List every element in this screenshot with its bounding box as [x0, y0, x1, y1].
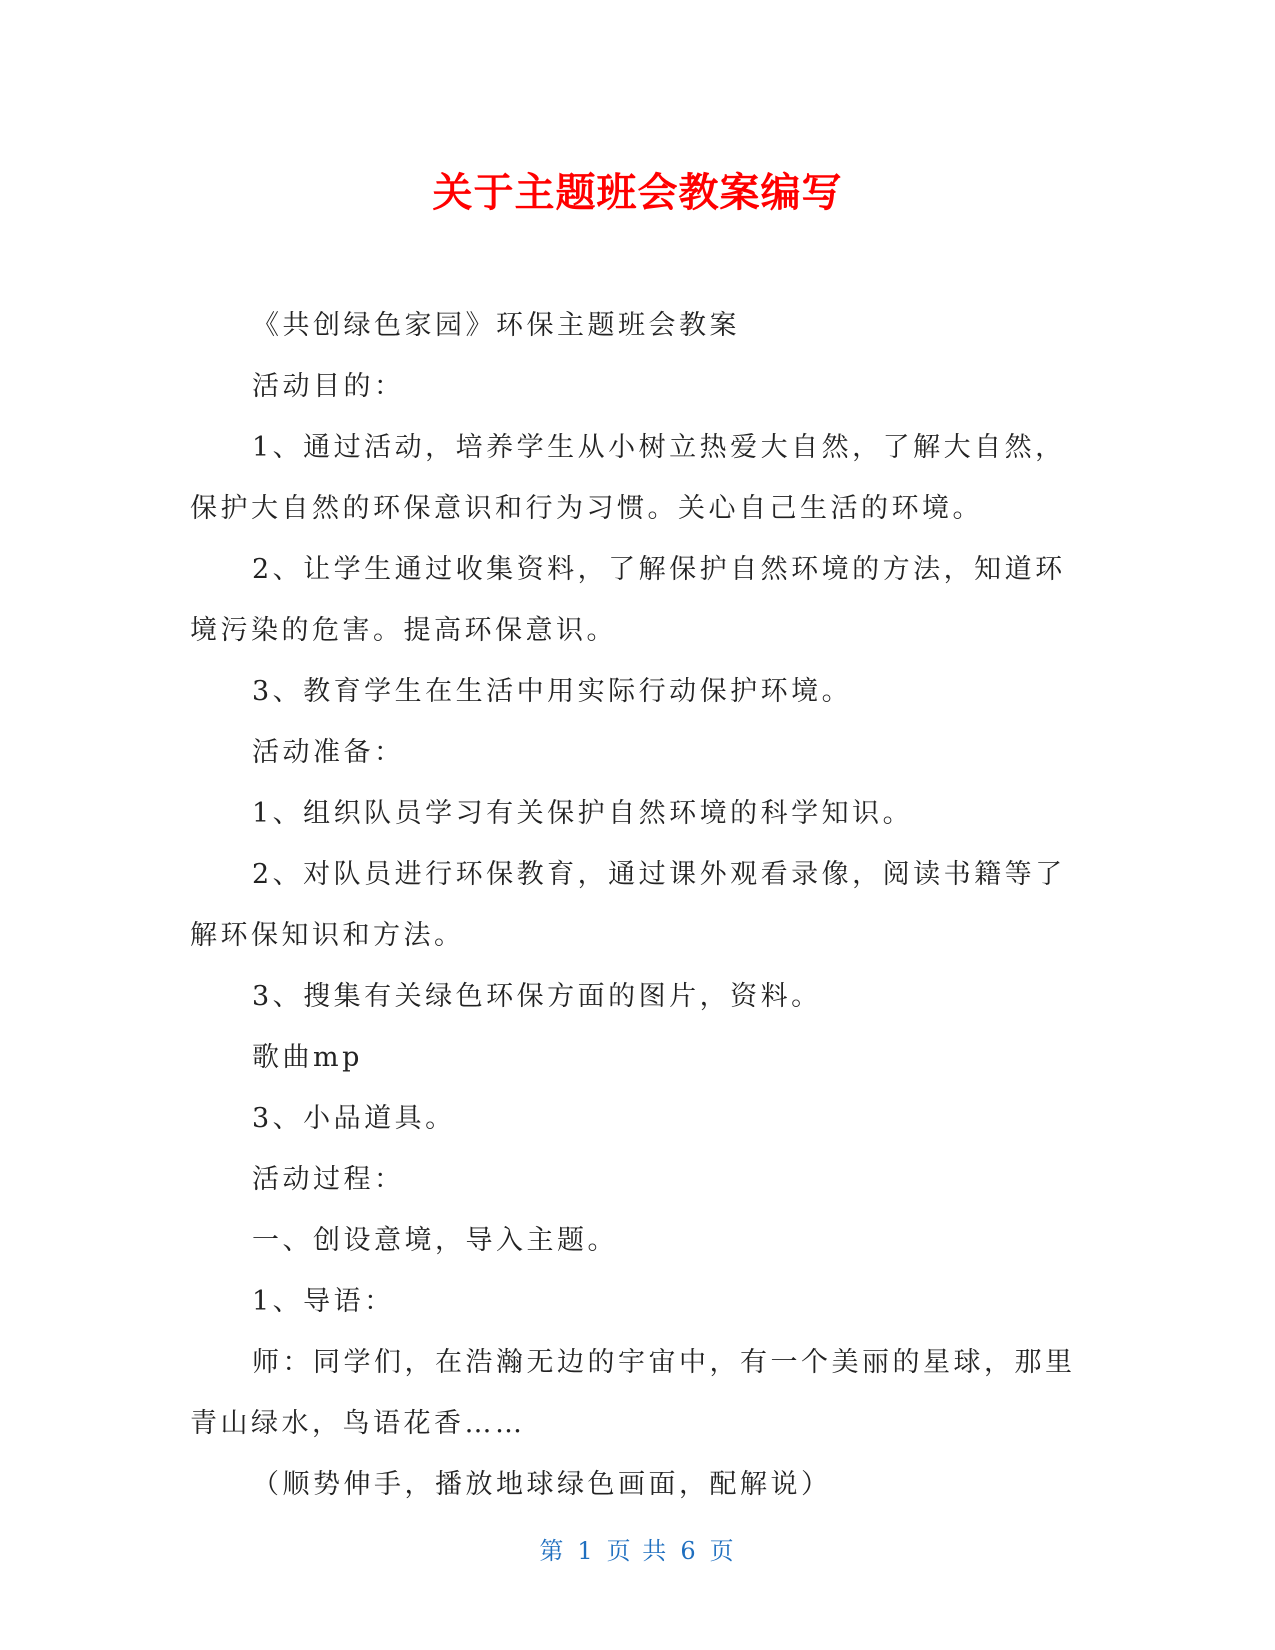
paragraph: 3、搜集有关绿色环保方面的图片，资料。 — [252, 981, 822, 1012]
paragraph: 活动过程： — [252, 1164, 405, 1195]
document-body — [190, 295, 1080, 1515]
footer-label-pages: 页 — [709, 1537, 736, 1565]
current-page-number: 1 — [577, 1537, 595, 1565]
total-page-count: 6 — [680, 1537, 698, 1565]
paragraph: 《共创绿色家园》环保主题班会教案 — [252, 310, 740, 341]
paragraph: 一、创设意境，导入主题。 — [252, 1225, 618, 1256]
paragraph: 1、通过活动，培养学生从小树立热爱大自然，了解大自然，保护大自然的环保意识和行为习惯。关心自己生活的环境。 — [190, 432, 1066, 524]
paragraph: 活动目的： — [252, 371, 405, 402]
paragraph: 1、导语： — [252, 1286, 395, 1317]
footer-label-of: 页 共 — [606, 1537, 669, 1565]
paragraph: 2、对队员进行环保教育，通过课外观看录像，阅读书籍等了解环保知识和方法。 — [190, 859, 1066, 951]
paragraph: 师：同学们，在浩瀚无边的宇宙中，有一个美丽的星球，那里青山绿水，鸟语花香…… — [190, 1347, 1076, 1439]
paragraph: 歌曲mp — [252, 1042, 363, 1073]
paragraph: （顺势伸手，播放地球绿色画面，配解说） — [252, 1469, 832, 1500]
page-footer — [0, 1536, 1275, 1566]
paragraph: 3、小品道具。 — [252, 1103, 456, 1134]
document-title: 关于主题班会教案编写 — [432, 170, 843, 216]
paragraph: 3、教育学生在生活中用实际行动保护环境。 — [252, 676, 853, 707]
paragraph: 2、让学生通过收集资料，了解保护自然环境的方法，知道环境污染的危害。提高环保意识。 — [190, 554, 1066, 646]
paragraph: 1、组织队员学习有关保护自然环境的科学知识。 — [252, 798, 914, 829]
footer-label-page: 第 — [539, 1537, 566, 1565]
paragraph: 活动准备： — [252, 737, 405, 768]
